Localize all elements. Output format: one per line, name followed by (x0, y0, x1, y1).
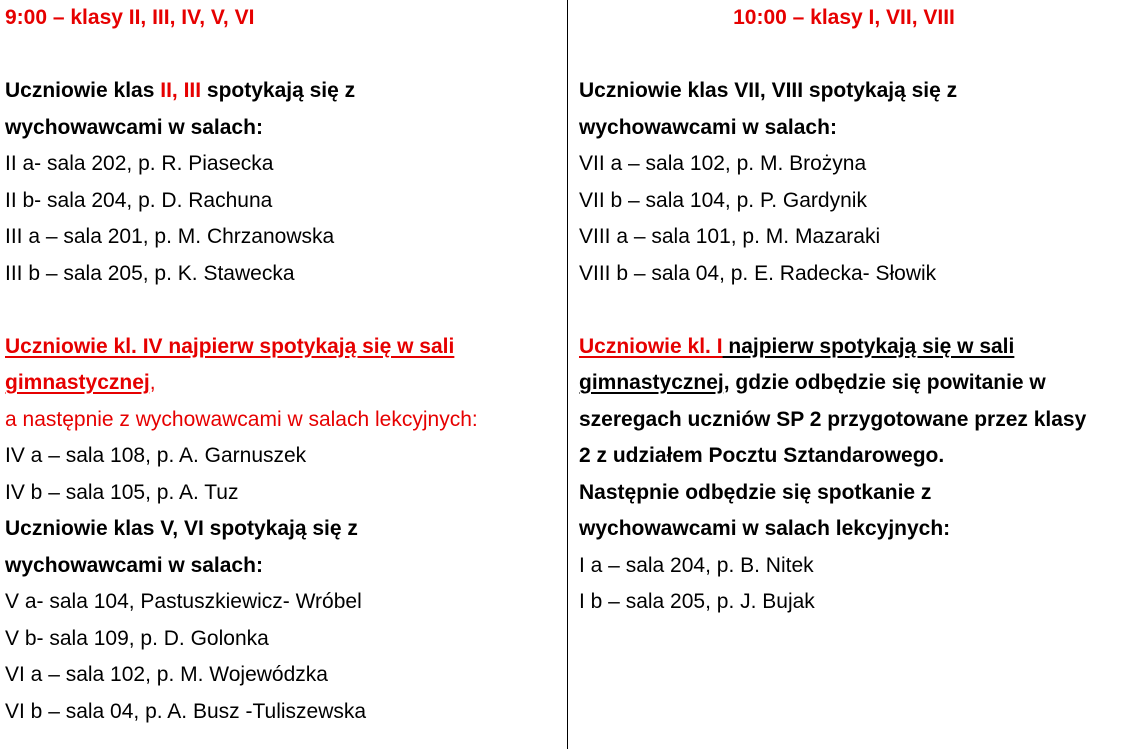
right-group2-line5: Następnie odbędzie się spotkanie z (579, 480, 932, 504)
right-group1-intro-line2: wychowawcami w salach: (579, 115, 837, 139)
spacer (5, 37, 566, 74)
right-group2-line1 (579, 329, 1133, 366)
right-group2-line6: wychowawcami w salach lekcyjnych: (579, 517, 951, 540)
room-assignment: VII a – sala 102, p. M. Brożyna (579, 152, 867, 175)
left-heading: 9:00 – klasy II, III, IV, V, VI (5, 6, 255, 29)
left-group1-intro-part1: Uczniowie klas (5, 79, 161, 102)
right-group2-line4: 2 z udziałem Pocztu Sztandarowego. (579, 444, 945, 467)
right-group2-line2-rest: , gdzie odbędzie się powitanie w (723, 371, 1046, 394)
spacer (5, 292, 566, 329)
room-assignment: VI b – sala 04, p. A. Busz -Tuliszewska (5, 699, 367, 723)
left-group1-intro-line2: wychowawcami w salach: (5, 115, 263, 139)
right-heading: 10:00 – klasy I, VII, VIII (733, 6, 955, 29)
right-group2-line1-rest: najpierw spotykają się w sali (722, 334, 1015, 358)
room-assignment: II a- sala 202, p. R. Piasecka (5, 152, 274, 175)
room-assignment: VIII a – sala 101, p. M. Mazaraki (579, 225, 881, 248)
left-group1-intro-classes: II, III (160, 79, 202, 102)
right-group2-gym: gimnastycznej (579, 371, 724, 394)
left-group3-intro-line1: Uczniowie klas V, VI spotykają się z (5, 517, 358, 540)
left-group2-line3: a następnie z wychowawcami w salach lekcyjnych: (5, 407, 478, 431)
room-assignment: I b – sala 205, p. J. Bujak (579, 590, 815, 613)
left-group2-gym: gimnastycznej (5, 371, 150, 394)
room-assignment: VIII b – sala 04, p. E. Radecka- Słowik (579, 261, 937, 285)
room-assignment: VII b – sala 104, p. P. Gardynik (579, 188, 867, 212)
room-assignment: III b – sala 205, p. K. Stawecka (5, 261, 295, 285)
room-assignment: V a- sala 104, Pastuszkiewicz- Wróbel (5, 590, 362, 613)
right-group2-classes: Uczniowie kl. I (579, 334, 723, 358)
left-group1-intro-part2: spotykają się z (201, 79, 356, 102)
spacer (579, 37, 1133, 74)
room-assignment: IV a – sala 108, p. A. Garnuszek (5, 444, 307, 467)
left-group1-intro (5, 73, 566, 110)
left-column (0, 0, 566, 730)
room-assignment: V b- sala 109, p. D. Golonka (5, 626, 269, 650)
left-group2-line2 (5, 365, 566, 402)
left-group2-comma: , (149, 371, 156, 394)
right-group1-intro-line1: Uczniowie klas VII, VIII spotykają się z (579, 79, 958, 102)
left-group3-intro-line2: wychowawcami w salach: (5, 553, 263, 577)
room-assignment: IV b – sala 105, p. A. Tuz (5, 480, 239, 504)
spacer (579, 292, 1133, 329)
room-assignment: VI a – sala 102, p. M. Wojewódzka (5, 663, 328, 686)
room-assignment: I a – sala 204, p. B. Nitek (579, 553, 814, 577)
room-assignment: II b- sala 204, p. D. Rachuna (5, 188, 273, 212)
left-group2-line1: Uczniowie kl. IV najpierw spotykają się w sali (5, 334, 455, 358)
right-column (568, 0, 1133, 621)
right-group2-line2 (579, 365, 1133, 402)
right-group2-line3: szeregach uczniów SP 2 przygotowane przez klasy (579, 407, 1087, 431)
room-assignment: III a – sala 201, p. M. Chrzanowska (5, 225, 335, 248)
